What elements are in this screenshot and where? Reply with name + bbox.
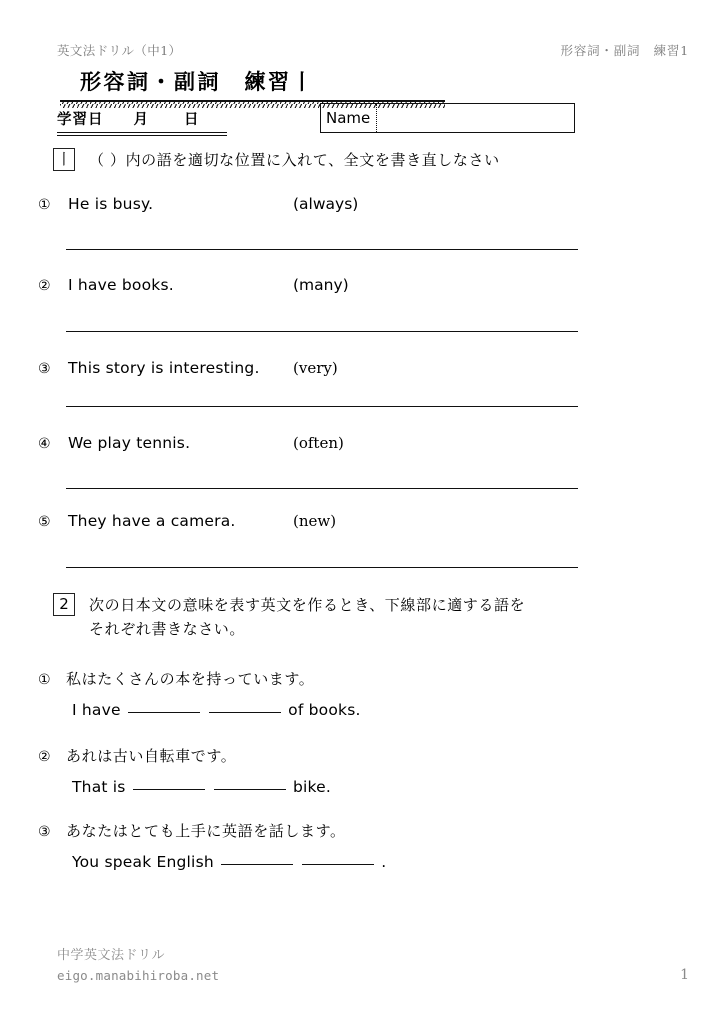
running-header-right: 形容詞・副詞 練習1 (560, 43, 689, 58)
section-1-item-1 (38, 195, 678, 213)
study-date-labels (57, 108, 227, 132)
japanese-sentence: あなたはとても上手に英語を話します。 (66, 822, 346, 840)
item-cue-word: (always) (293, 195, 359, 213)
section-2-item-3 (38, 820, 678, 871)
page-footer (57, 944, 689, 983)
section-2-item-2 (38, 745, 678, 796)
japanese-prompt-row (38, 745, 678, 766)
answer-line[interactable] (66, 488, 578, 489)
english-answer-row (72, 778, 678, 796)
item-marker: ③ (38, 361, 51, 377)
blank-field[interactable] (128, 712, 200, 713)
question-row (38, 276, 678, 294)
study-date-label: 学習日 (57, 112, 104, 128)
blank-field[interactable] (221, 864, 293, 865)
section-1-item-2 (38, 276, 678, 294)
name-box (320, 103, 575, 133)
question-row (38, 434, 678, 452)
english-answer-row (72, 701, 678, 719)
question-row (38, 512, 678, 530)
section-1-heading (53, 148, 673, 172)
item-cue-word: (many) (293, 276, 349, 294)
day-label: 日 (184, 112, 199, 128)
item-marker: ⑤ (38, 514, 51, 530)
english-prefix: I have (72, 701, 121, 719)
study-date-block (57, 108, 227, 136)
question-row (38, 195, 678, 213)
section-2-item-1 (38, 668, 678, 719)
section-2-number: 2 (53, 593, 75, 616)
answer-line[interactable] (66, 406, 578, 407)
item-marker: ① (38, 197, 51, 213)
page-title: 形容詞・副詞 練習丨 (80, 70, 315, 94)
english-suffix: of books. (288, 701, 361, 719)
section-2-instruction-line-2: それぞれ書きなさい。 (89, 620, 246, 639)
item-marker: ① (38, 672, 52, 688)
item-marker: ② (38, 749, 52, 765)
blank-field[interactable] (133, 789, 205, 790)
footer-branding (57, 944, 219, 983)
section-1-item-5 (38, 512, 678, 530)
site-name: 中学英文法ドリル (57, 948, 166, 963)
item-marker: ③ (38, 824, 52, 840)
section-2-instruction (89, 593, 525, 642)
blank-field[interactable] (302, 864, 374, 865)
item-cue-word: (often) (293, 434, 344, 452)
japanese-sentence: 私はたくさんの本を持っています。 (66, 670, 315, 688)
item-marker: ④ (38, 436, 51, 452)
english-prefix: You speak English (72, 853, 214, 871)
name-label: Name (321, 104, 377, 132)
japanese-prompt-row (38, 820, 678, 841)
item-sentence: We play tennis. (68, 434, 191, 452)
name-input[interactable] (377, 104, 574, 132)
section-1-number: 丨 (53, 148, 75, 171)
page-number: 1 (680, 967, 689, 983)
month-label: 月 (133, 112, 148, 128)
japanese-sentence: あれは古い自転車です。 (66, 747, 237, 765)
japanese-prompt-row (38, 668, 678, 689)
item-sentence: This story is interesting. (68, 359, 260, 377)
section-2-heading (53, 593, 673, 642)
study-date-underline (57, 132, 227, 136)
blank-field[interactable] (214, 789, 286, 790)
question-row (38, 359, 678, 377)
running-header (57, 41, 689, 59)
english-answer-row (72, 853, 678, 871)
item-cue-word: (new) (293, 512, 337, 530)
running-header-left: 英文法ドリル（中1） (57, 43, 182, 58)
answer-line[interactable] (66, 567, 578, 568)
english-suffix: bike. (293, 778, 332, 796)
item-cue-word: (very) (293, 359, 338, 377)
blank-field[interactable] (209, 712, 281, 713)
section-2-instruction-line-1: 次の日本文の意味を表す英文を作るとき、下線部に適する語を (89, 596, 526, 614)
site-url: eigo.manabihiroba.net (57, 968, 220, 983)
section-1-item-4 (38, 434, 678, 452)
item-sentence: They have a camera. (68, 512, 236, 530)
english-suffix: . (381, 853, 387, 871)
item-marker: ② (38, 278, 51, 294)
item-sentence: I have books. (68, 276, 174, 294)
item-sentence: He is busy. (68, 195, 154, 213)
english-prefix: That is (72, 778, 126, 796)
page-title-block (60, 66, 445, 108)
section-1-instruction: （ ）内の語を適切な位置に入れて、全文を書き直しなさい (89, 151, 500, 169)
answer-line[interactable] (66, 331, 578, 332)
section-1-item-3 (38, 359, 678, 377)
answer-line[interactable] (66, 249, 578, 250)
